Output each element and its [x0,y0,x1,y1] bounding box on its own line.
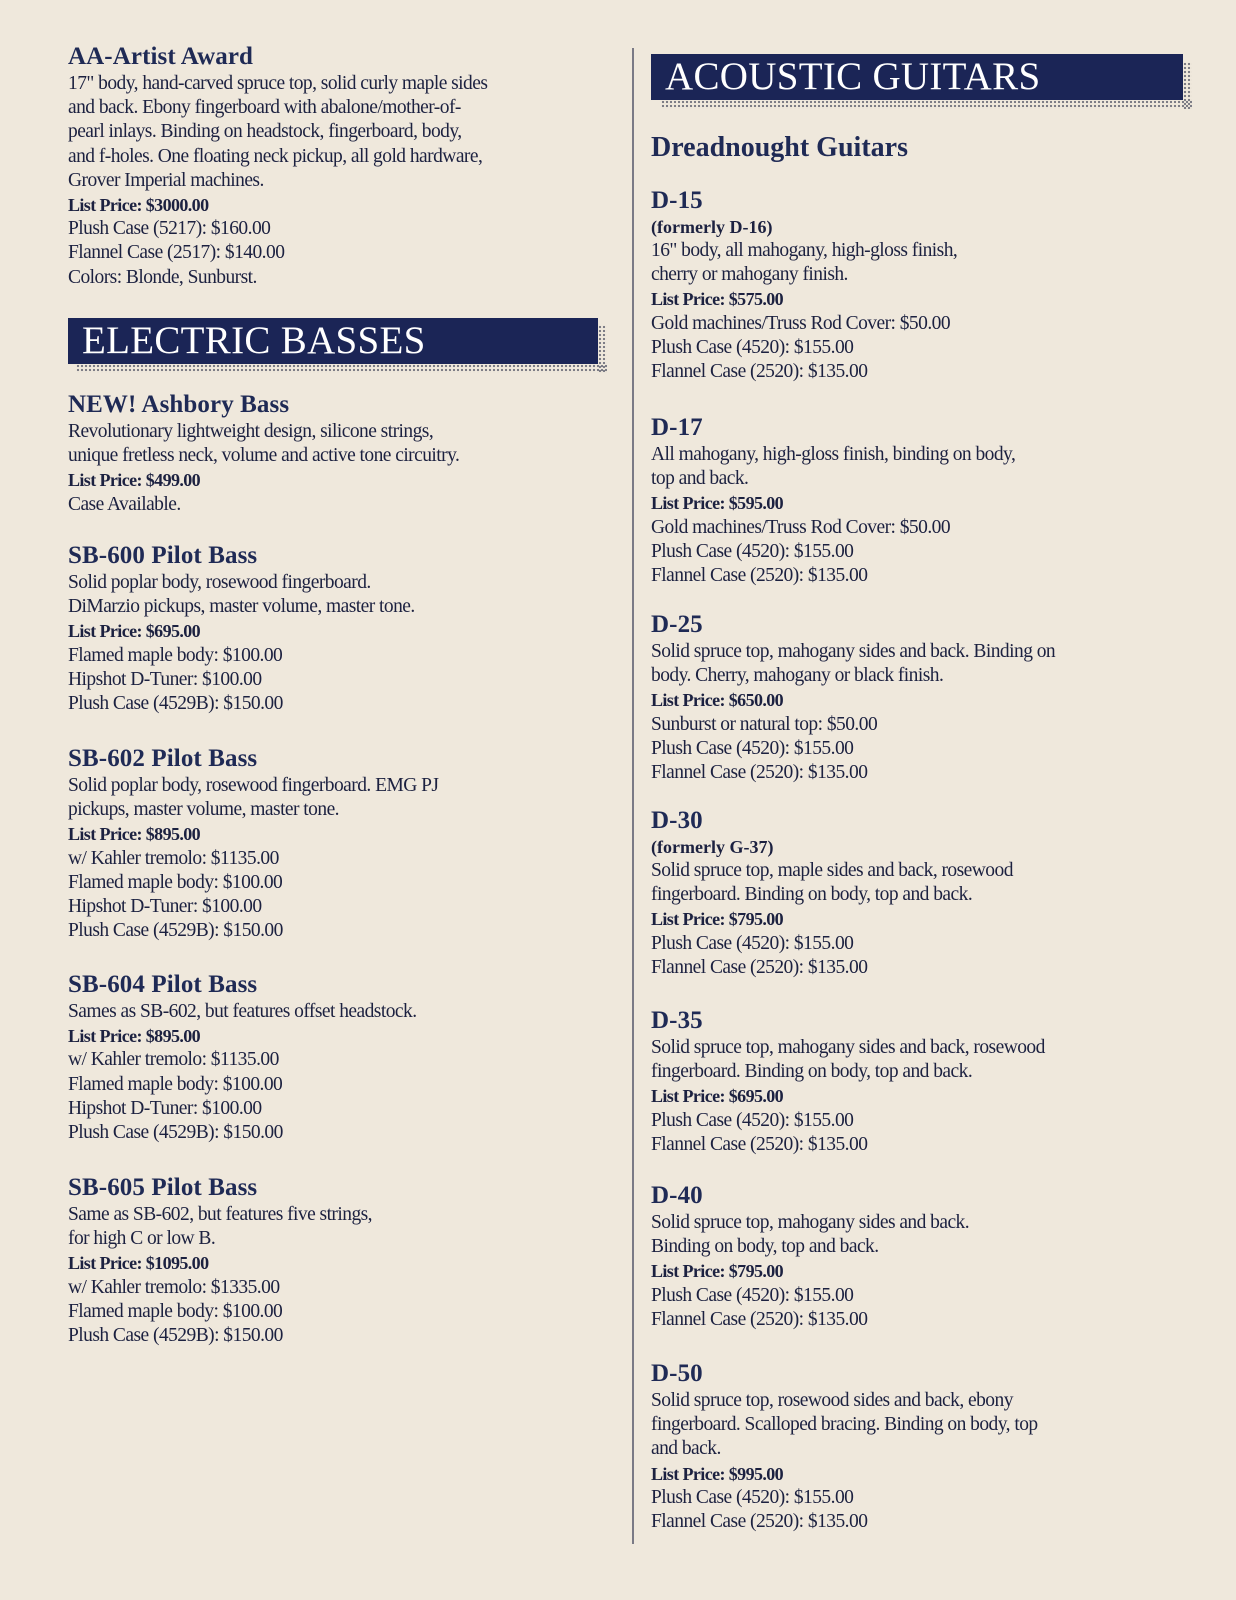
section-banner-acoustic-guitars: ACOUSTIC GUITARS [651,54,1183,100]
product-title: SB-602 Pilot Bass [68,745,258,772]
description-line: Sames as SB-602, but features offset headstock. [68,1001,417,1022]
list-price: List Price: $499.00 [68,470,201,491]
option-line: Plush Case (4529B): $150.00 [68,1122,283,1144]
product-title: SB-604 Pilot Bass [68,971,258,998]
list-price: List Price: $575.00 [651,289,784,310]
description-line: top and back. [651,468,749,490]
product-title: NEW! Ashbory Bass [68,391,290,418]
product-title: D-25 [651,611,703,638]
list-price: List Price: $695.00 [68,621,201,642]
description-line: and f-holes. One floating neck pickup, all gold hardware, [68,145,483,167]
product-entry-sb-604 [68,970,613,1145]
product-entry-aa-artist-award [68,42,613,290]
product-title: D-35 [651,1007,703,1034]
description-line: Solid spruce top, rosewood sides and back, ebony [651,1390,1013,1411]
option-line: Plush Case (4529B): $150.00 [68,1325,283,1347]
product-title: D-15 [651,187,703,214]
option-line: Flamed maple body: $100.00 [68,644,283,666]
product-entry-sb-600 [68,541,613,716]
list-price: List Price: $995.00 [651,1463,784,1484]
option-line: Sunburst or natural top: $50.00 [651,713,878,735]
description-line: All mahogany, high-gloss finish, binding on body, [651,444,1016,465]
option-line: Hipshot D-Tuner: $100.00 [68,668,262,690]
option-line: Plush Case (4520): $155.00 [651,540,854,562]
banner-shadow [661,100,1192,109]
column-divider [632,48,634,1544]
description-line: Grover Imperial machines. [68,169,264,191]
option-line: Plush Case (4529B): $150.00 [68,920,283,942]
option-line: w/ Kahler tremolo: $1135.00 [68,1049,279,1071]
product-entry-d-25 [651,610,1196,785]
product-entry-d-50 [651,1359,1196,1534]
description-line: Solid poplar body, rosewood fingerboard. EMG PJ [68,775,439,796]
list-price: List Price: $695.00 [651,1086,784,1107]
description-line: 17" body, hand-carved spruce top, solid curly maple sides [68,73,488,94]
option-line: w/ Kahler tremolo: $1335.00 [68,1276,280,1298]
list-price: List Price: $3000.00 [68,195,209,216]
product-entry-d-15 [651,186,1196,384]
product-subtitle: (formerly G-37) [651,837,774,857]
product-subtitle: (formerly D-16) [651,217,773,237]
product-entry-sb-605 [68,1173,613,1348]
description-line: Same as SB-602, but features five strings, [68,1204,373,1225]
list-price: List Price: $795.00 [651,909,784,930]
list-price: List Price: $595.00 [651,493,784,514]
option-line: Flannel Case (2520): $135.00 [651,1308,868,1330]
list-price: List Price: $895.00 [68,824,201,845]
description-line: and back. Ebony fingerboard with abalone/mother-of- [68,97,461,119]
description-line: Solid poplar body, rosewood fingerboard. [68,572,371,593]
description-line: 16" body, all mahogany, high-gloss finish, [651,240,958,261]
option-line: Flannel Case (2517): $140.00 [68,242,285,264]
option-line: Plush Case (4520): $155.00 [651,1284,854,1306]
banner-shadow [76,364,607,373]
description-line: and back. [651,1438,721,1460]
product-title: D-17 [651,414,703,441]
option-line: Plush Case (4520): $155.00 [651,1486,854,1508]
section-banner-electric-basses: ELECTRIC BASSES [68,318,598,364]
option-line: Flannel Case (2520): $135.00 [651,361,868,383]
product-entry-sb-602 [68,744,613,943]
description-line: cherry or mahogany finish. [651,264,848,286]
option-line: Hipshot D-Tuner: $100.00 [68,896,262,918]
description-line: Solid spruce top, mahogany sides and back. Binding on [651,641,1056,662]
option-line: Flannel Case (2520): $135.00 [651,762,868,784]
description-line: fingerboard. Binding on body, top and back. [651,1061,973,1083]
product-title: D-30 [651,807,703,834]
option-line: Plush Case (4520): $155.00 [651,336,854,358]
option-line: Colors: Blonde, Sunburst. [68,266,257,288]
description-line: Binding on body, top and back. [651,1236,879,1258]
option-line: Flannel Case (2520): $135.00 [651,565,868,587]
product-title: D-50 [651,1360,703,1387]
description-line: pearl inlays. Binding on headstock, fingerboard, body, [68,121,462,143]
list-price: List Price: $895.00 [68,1026,201,1047]
description-line: fingerboard. Scalloped bracing. Binding on body, top [651,1414,1038,1436]
subheading-dreadnought: Dreadnought Guitars [651,132,908,163]
option-line: Gold machines/Truss Rod Cover: $50.00 [651,312,951,334]
product-entry-d-35 [651,1006,1196,1157]
list-price: List Price: $650.00 [651,690,784,711]
product-entry-d-30 [651,806,1196,980]
product-entry-d-40 [651,1181,1196,1332]
option-line: Flamed maple body: $100.00 [68,1073,283,1095]
description-line: fingerboard. Binding on body, top and back. [651,884,973,906]
option-line: Flamed maple body: $100.00 [68,1300,283,1322]
option-line: Gold machines/Truss Rod Cover: $50.00 [651,516,951,538]
option-line: Case Available. [68,493,181,515]
description-line: for high C or low B. [68,1228,216,1250]
option-line: Plush Case (5217): $160.00 [68,218,271,240]
description-line: Solid spruce top, mahogany sides and back. [651,1212,970,1233]
option-line: Hipshot D-Tuner: $100.00 [68,1097,262,1119]
list-price: List Price: $795.00 [651,1261,784,1282]
banner-shadow [1183,62,1192,109]
description-line: body. Cherry, mahogany or black finish. [651,665,944,687]
product-entry-d-17 [651,413,1196,588]
product-title: D-40 [651,1182,703,1209]
option-line: w/ Kahler tremolo: $1135.00 [68,847,279,869]
option-line: Plush Case (4520): $155.00 [651,737,854,759]
product-title: SB-605 Pilot Bass [68,1174,258,1201]
banner-shadow [598,325,607,373]
option-line: Plush Case (4520): $155.00 [651,932,854,954]
product-entry-ashbory-bass [68,390,613,517]
description-line: Solid spruce top, maple sides and back, rosewood [651,860,1013,881]
description-line: Revolutionary lightweight design, silicone strings, [68,421,434,442]
product-title: SB-600 Pilot Bass [68,542,258,569]
option-line: Flannel Case (2520): $135.00 [651,1511,868,1533]
option-line: Flannel Case (2520): $135.00 [651,1133,868,1155]
option-line: Plush Case (4520): $155.00 [651,1109,854,1131]
description-line: unique fretless neck, volume and active tone circuitry. [68,445,460,467]
option-line: Flannel Case (2520): $135.00 [651,956,868,978]
product-title: AA-Artist Award [68,43,254,70]
description-line: DiMarzio pickups, master volume, master tone. [68,596,415,618]
description-line: Solid spruce top, mahogany sides and back, rosewood [651,1037,1045,1058]
list-price: List Price: $1095.00 [68,1253,209,1274]
option-line: Flamed maple body: $100.00 [68,871,283,893]
option-line: Plush Case (4529B): $150.00 [68,693,283,715]
description-line: pickups, master volume, master tone. [68,799,340,821]
